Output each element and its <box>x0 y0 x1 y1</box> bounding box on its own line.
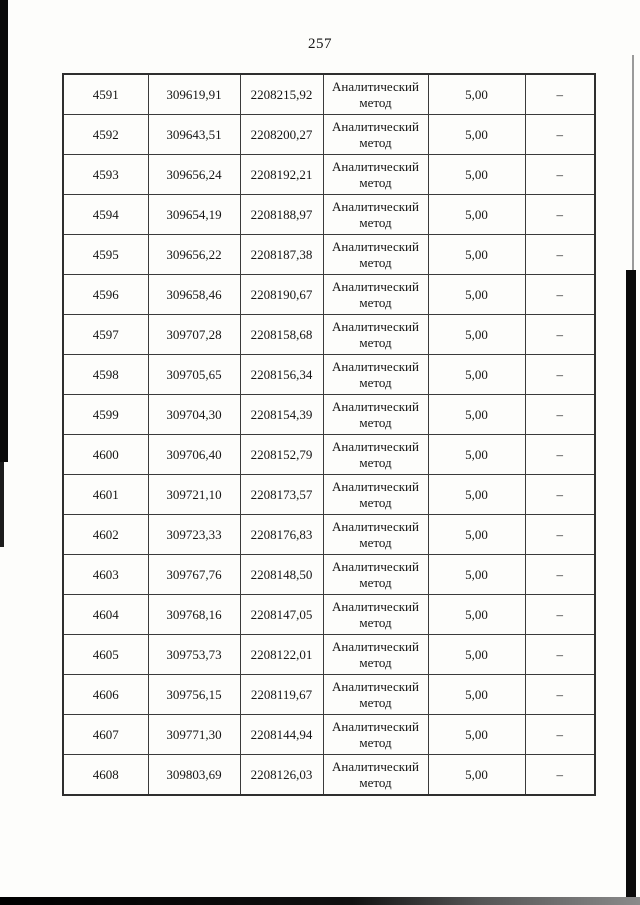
cell-point-id: 4592 <box>63 115 148 155</box>
cell-method: Аналитический метод <box>323 435 428 475</box>
cell-note-dash: – <box>525 595 595 635</box>
table-row <box>63 515 595 555</box>
cell-value: 5,00 <box>428 74 525 115</box>
cell-note-dash: – <box>525 555 595 595</box>
cell-point-id: 4601 <box>63 475 148 515</box>
table-row <box>63 595 595 635</box>
cell-value: 5,00 <box>428 715 525 755</box>
cell-method: Аналитический метод <box>323 475 428 515</box>
cell-method: Аналитический метод <box>323 195 428 235</box>
cell-y-coord: 2208215,92 <box>240 74 323 115</box>
table-row <box>63 475 595 515</box>
cell-y-coord: 2208192,21 <box>240 155 323 195</box>
table-row <box>63 675 595 715</box>
cell-point-id: 4602 <box>63 515 148 555</box>
cell-y-coord: 2208154,39 <box>240 395 323 435</box>
cell-value: 5,00 <box>428 675 525 715</box>
cell-y-coord: 2208188,97 <box>240 195 323 235</box>
cell-value: 5,00 <box>428 635 525 675</box>
table-row <box>63 115 595 155</box>
cell-x-coord: 309658,46 <box>148 275 240 315</box>
cell-method: Аналитический метод <box>323 115 428 155</box>
cell-x-coord: 309656,24 <box>148 155 240 195</box>
cell-y-coord: 2208187,38 <box>240 235 323 275</box>
cell-note-dash: – <box>525 515 595 555</box>
cell-y-coord: 2208173,57 <box>240 475 323 515</box>
cell-x-coord: 309723,33 <box>148 515 240 555</box>
cell-method: Аналитический метод <box>323 635 428 675</box>
cell-note-dash: – <box>525 675 595 715</box>
cell-note-dash: – <box>525 275 595 315</box>
cell-x-coord: 309643,51 <box>148 115 240 155</box>
cell-x-coord: 309721,10 <box>148 475 240 515</box>
cell-x-coord: 309656,22 <box>148 235 240 275</box>
coordinates-table <box>62 73 596 796</box>
cell-y-coord: 2208152,79 <box>240 435 323 475</box>
table-row <box>63 74 595 115</box>
cell-x-coord: 309619,91 <box>148 74 240 115</box>
cell-note-dash: – <box>525 755 595 796</box>
table-row <box>63 355 595 395</box>
cell-value: 5,00 <box>428 515 525 555</box>
cell-note-dash: – <box>525 155 595 195</box>
cell-value: 5,00 <box>428 195 525 235</box>
table-row <box>63 555 595 595</box>
cell-method: Аналитический метод <box>323 155 428 195</box>
table-row <box>63 395 595 435</box>
table-row <box>63 195 595 235</box>
cell-method: Аналитический метод <box>323 555 428 595</box>
cell-y-coord: 2208147,05 <box>240 595 323 635</box>
cell-x-coord: 309768,16 <box>148 595 240 635</box>
cell-value: 5,00 <box>428 155 525 195</box>
table-row <box>63 315 595 355</box>
cell-point-id: 4607 <box>63 715 148 755</box>
cell-point-id: 4604 <box>63 595 148 635</box>
cell-value: 5,00 <box>428 755 525 796</box>
cell-y-coord: 2208148,50 <box>240 555 323 595</box>
cell-point-id: 4603 <box>63 555 148 595</box>
scan-artifact-right-bar <box>626 270 636 905</box>
cell-note-dash: – <box>525 195 595 235</box>
cell-x-coord: 309767,76 <box>148 555 240 595</box>
cell-y-coord: 2208190,67 <box>240 275 323 315</box>
cell-method: Аналитический метод <box>323 395 428 435</box>
cell-method: Аналитический метод <box>323 515 428 555</box>
cell-value: 5,00 <box>428 555 525 595</box>
cell-y-coord: 2208176,83 <box>240 515 323 555</box>
cell-method: Аналитический метод <box>323 235 428 275</box>
cell-note-dash: – <box>525 715 595 755</box>
cell-method: Аналитический метод <box>323 715 428 755</box>
cell-method: Аналитический метод <box>323 74 428 115</box>
cell-method: Аналитический метод <box>323 315 428 355</box>
cell-value: 5,00 <box>428 395 525 435</box>
cell-point-id: 4595 <box>63 235 148 275</box>
cell-point-id: 4605 <box>63 635 148 675</box>
cell-point-id: 4597 <box>63 315 148 355</box>
cell-x-coord: 309771,30 <box>148 715 240 755</box>
cell-note-dash: – <box>525 475 595 515</box>
cell-value: 5,00 <box>428 355 525 395</box>
table-row <box>63 635 595 675</box>
cell-point-id: 4608 <box>63 755 148 796</box>
cell-note-dash: – <box>525 435 595 475</box>
table-body <box>63 74 595 795</box>
cell-y-coord: 2208200,27 <box>240 115 323 155</box>
cell-value: 5,00 <box>428 595 525 635</box>
cell-x-coord: 309654,19 <box>148 195 240 235</box>
cell-point-id: 4591 <box>63 74 148 115</box>
cell-x-coord: 309706,40 <box>148 435 240 475</box>
table-row <box>63 435 595 475</box>
cell-x-coord: 309803,69 <box>148 755 240 796</box>
scan-artifact-left-bar <box>0 0 8 462</box>
cell-x-coord: 309753,73 <box>148 635 240 675</box>
cell-note-dash: – <box>525 315 595 355</box>
cell-x-coord: 309704,30 <box>148 395 240 435</box>
table-row <box>63 755 595 796</box>
cell-note-dash: – <box>525 74 595 115</box>
table-row <box>63 155 595 195</box>
cell-y-coord: 2208156,34 <box>240 355 323 395</box>
scan-artifact-right-line <box>632 55 634 270</box>
cell-method: Аналитический метод <box>323 355 428 395</box>
cell-y-coord: 2208126,03 <box>240 755 323 796</box>
cell-method: Аналитический метод <box>323 595 428 635</box>
scan-artifact-left-bar-tail <box>0 462 4 547</box>
cell-value: 5,00 <box>428 235 525 275</box>
cell-value: 5,00 <box>428 275 525 315</box>
page-number: 257 <box>308 36 332 52</box>
cell-y-coord: 2208158,68 <box>240 315 323 355</box>
cell-x-coord: 309705,65 <box>148 355 240 395</box>
cell-y-coord: 2208144,94 <box>240 715 323 755</box>
cell-x-coord: 309756,15 <box>148 675 240 715</box>
cell-value: 5,00 <box>428 315 525 355</box>
cell-value: 5,00 <box>428 475 525 515</box>
cell-method: Аналитический метод <box>323 275 428 315</box>
cell-note-dash: – <box>525 235 595 275</box>
cell-method: Аналитический метод <box>323 675 428 715</box>
cell-note-dash: – <box>525 355 595 395</box>
cell-point-id: 4599 <box>63 395 148 435</box>
cell-point-id: 4600 <box>63 435 148 475</box>
cell-point-id: 4594 <box>63 195 148 235</box>
cell-x-coord: 309707,28 <box>148 315 240 355</box>
table-row <box>63 235 595 275</box>
cell-value: 5,00 <box>428 435 525 475</box>
scan-artifact-bottom-bar <box>0 897 640 905</box>
cell-note-dash: – <box>525 115 595 155</box>
cell-note-dash: – <box>525 395 595 435</box>
cell-point-id: 4593 <box>63 155 148 195</box>
cell-y-coord: 2208122,01 <box>240 635 323 675</box>
table-row <box>63 275 595 315</box>
cell-y-coord: 2208119,67 <box>240 675 323 715</box>
cell-point-id: 4606 <box>63 675 148 715</box>
cell-value: 5,00 <box>428 115 525 155</box>
table-row <box>63 715 595 755</box>
cell-point-id: 4598 <box>63 355 148 395</box>
cell-method: Аналитический метод <box>323 755 428 796</box>
cell-note-dash: – <box>525 635 595 675</box>
cell-point-id: 4596 <box>63 275 148 315</box>
